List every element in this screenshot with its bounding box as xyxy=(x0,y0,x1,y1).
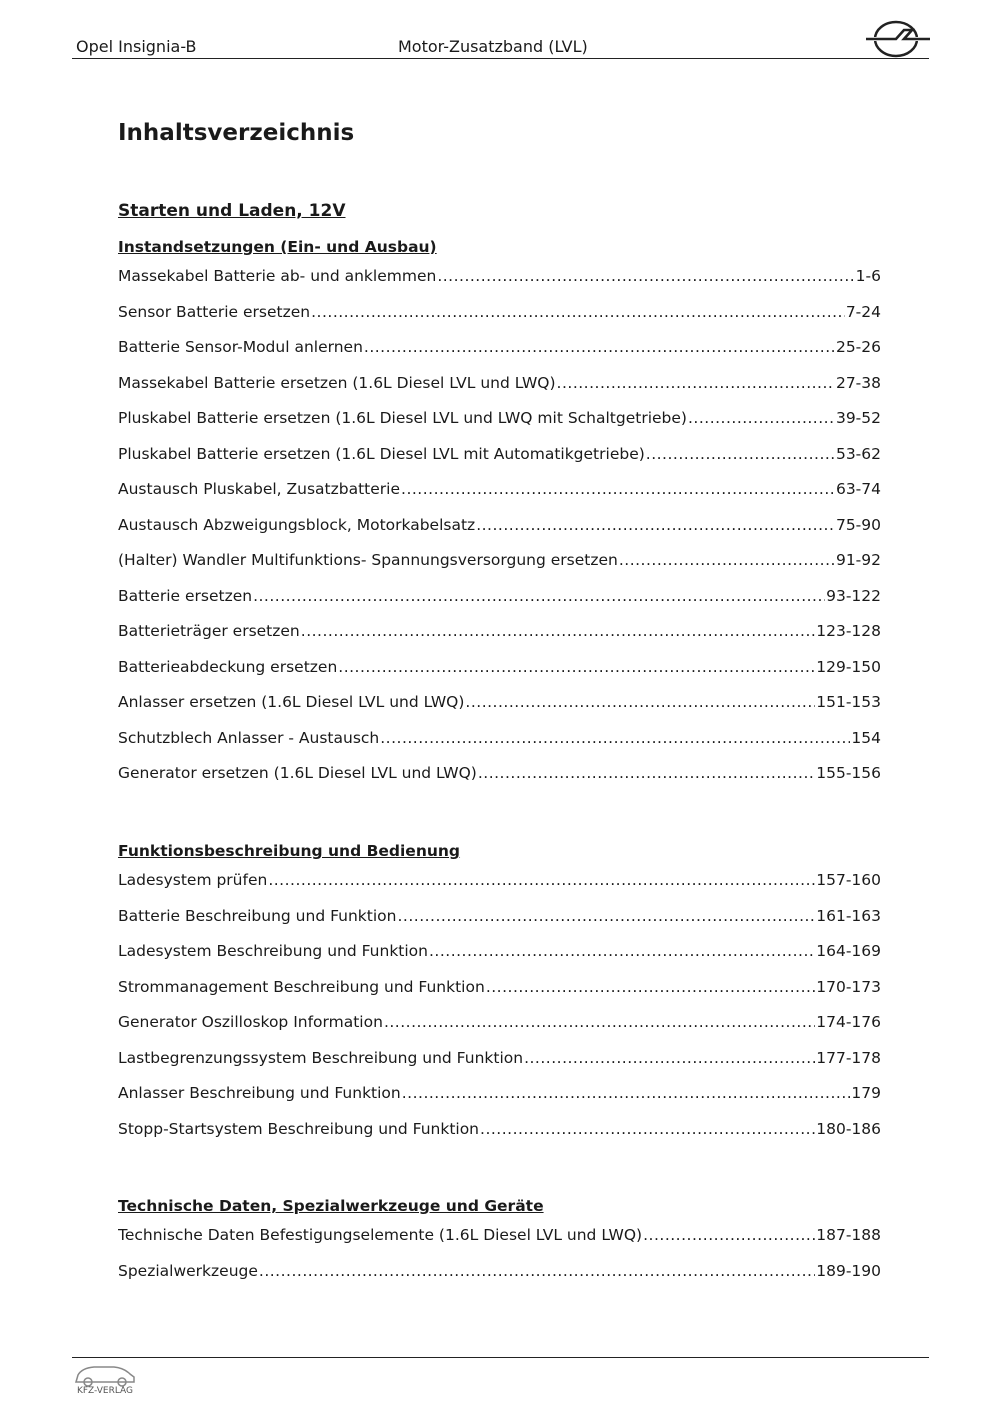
toc-entry[interactable] xyxy=(118,1254,881,1290)
toc-dot-leader xyxy=(364,330,835,366)
toc-entry-pages: 7-24 xyxy=(845,302,881,321)
toc-entry-title: Batterie Beschreibung und Funktion xyxy=(118,906,397,925)
kfz-verlag-logo xyxy=(70,1362,140,1402)
toc-entry-pages: 157-160 xyxy=(816,871,881,889)
toc-dot-leader xyxy=(397,899,815,935)
toc-entry[interactable] xyxy=(118,721,881,757)
toc-section-starten-laden xyxy=(118,199,881,792)
toc-entry-title: Lastbegrenzungssystem Beschreibung und Funktion xyxy=(118,1048,524,1067)
toc-dot-leader xyxy=(301,614,815,650)
toc-entry-pages: 161-163 xyxy=(816,906,881,925)
toc-dot-leader xyxy=(253,579,825,615)
toc-entry-title: Batterie Sensor-Modul anlernen xyxy=(118,338,363,356)
toc-entry-pages: 151-153 xyxy=(816,693,881,711)
toc-entry-pages: 123-128 xyxy=(816,622,881,640)
toc-entry-title: Generator ersetzen (1.6L Diesel LVL und LWQ) xyxy=(118,764,477,782)
toc-list xyxy=(118,863,881,1147)
toc-dot-leader xyxy=(486,970,815,1006)
toc-dot-leader xyxy=(646,437,835,473)
toc-entry[interactable] xyxy=(118,614,881,650)
toc-entry[interactable] xyxy=(118,295,881,331)
toc-entry-pages: 91-92 xyxy=(835,551,881,569)
toc-entry[interactable] xyxy=(118,508,881,544)
toc-entry-title: Austausch Abzweigungsblock, Motorkabelsatz xyxy=(118,515,476,534)
subsection-heading: Technische Daten, Spezialwerkzeuge und Geräte xyxy=(118,1197,544,1215)
footer-logo-text: KFZ-VERLAG xyxy=(76,1386,134,1396)
toc-dot-leader xyxy=(338,650,815,686)
toc-entry[interactable] xyxy=(118,1076,881,1112)
toc-entry-pages: 177-178 xyxy=(816,1048,881,1067)
toc-list xyxy=(118,1218,881,1289)
toc-entry-title: Schutzblech Anlasser - Austausch xyxy=(118,728,380,747)
toc-entry-title: Batterieabdeckung ersetzen xyxy=(118,657,338,676)
toc-entry-pages: 39-52 xyxy=(835,409,881,427)
toc-entry-pages: 187-188 xyxy=(816,1226,881,1244)
toc-entry[interactable] xyxy=(118,970,881,1006)
header-model: Opel Insignia-B xyxy=(76,37,197,56)
page-title: Inhaltsverzeichnis xyxy=(118,120,355,146)
toc-entry-title: Anlasser ersetzen (1.6L Diesel LVL und LWQ) xyxy=(118,693,465,711)
toc-dot-leader xyxy=(480,1112,815,1148)
toc-entry[interactable] xyxy=(118,1041,881,1077)
header-manual-title: Motor-Zusatzband (LVL) xyxy=(398,37,588,56)
toc-dot-leader xyxy=(437,259,854,295)
toc-dot-leader xyxy=(268,863,815,899)
toc-entry[interactable] xyxy=(118,366,881,402)
toc-entry-title: Austausch Pluskabel, Zusatzbatterie xyxy=(118,480,401,498)
toc-entry-pages: 189-190 xyxy=(816,1261,881,1280)
toc-entry[interactable] xyxy=(118,579,881,615)
toc-entry-pages: 170-173 xyxy=(816,977,881,996)
toc-entry[interactable] xyxy=(118,899,881,935)
page-header xyxy=(72,36,929,59)
toc-dot-leader xyxy=(688,401,835,437)
toc-entry-title: Ladesystem prüfen xyxy=(118,871,268,889)
toc-dot-leader xyxy=(465,685,815,721)
subsection-heading: Funktionsbeschreibung und Bedienung xyxy=(118,842,461,860)
toc-dot-leader xyxy=(476,508,835,544)
toc-entry[interactable] xyxy=(118,437,881,473)
toc-dot-leader xyxy=(401,472,835,508)
toc-entry-pages: 93-122 xyxy=(826,586,881,605)
toc-entry-title: Strommanagement Beschreibung und Funktion xyxy=(118,977,485,996)
toc-entry-pages: 155-156 xyxy=(816,764,881,782)
toc-entry[interactable] xyxy=(118,934,881,970)
toc-entry-title: Ladesystem Beschreibung und Funktion xyxy=(118,942,428,960)
toc-entry-title: Batterie ersetzen xyxy=(118,586,253,605)
toc-entry-title: Batterieträger ersetzen xyxy=(118,622,300,640)
toc-entry-title: Sensor Batterie ersetzen xyxy=(118,302,311,321)
toc-entry-pages: 75-90 xyxy=(835,515,881,534)
toc-dot-leader xyxy=(478,756,815,792)
section-heading: Starten und Laden, 12V xyxy=(118,201,346,221)
toc-entry-title: Massekabel Batterie ab- und anklemmen xyxy=(118,267,437,285)
toc-entry[interactable] xyxy=(118,330,881,366)
toc-entry[interactable] xyxy=(118,863,881,899)
kfz-verlag-car-logo-icon xyxy=(70,1362,140,1388)
toc-entry-pages: 154 xyxy=(851,728,881,747)
toc-entry-title: Massekabel Batterie ersetzen (1.6L Diesel LVL und LWQ) xyxy=(118,373,556,392)
toc-entry[interactable] xyxy=(118,259,881,295)
toc-entry[interactable] xyxy=(118,756,881,792)
toc-entry[interactable] xyxy=(118,1112,881,1148)
toc-entry-title: Pluskabel Batterie ersetzen (1.6L Diesel LVL und LWQ mit Schaltgetriebe) xyxy=(118,409,687,427)
toc-entry[interactable] xyxy=(118,401,881,437)
toc-entry-title: (Halter) Wandler Multifunktions- Spannungsversorgung ersetzen xyxy=(118,551,618,569)
toc-entry-pages: 180-186 xyxy=(816,1119,881,1138)
toc-section-technische-daten xyxy=(118,1195,881,1289)
toc-dot-leader xyxy=(429,934,815,970)
toc-list xyxy=(118,259,881,792)
subsection-heading: Instandsetzungen (Ein- und Ausbau) xyxy=(118,238,437,256)
toc-entry-title: Spezialwerkzeuge xyxy=(118,1261,258,1280)
toc-entry-pages: 179 xyxy=(851,1084,881,1102)
toc-entry-title: Anlasser Beschreibung und Funktion xyxy=(118,1084,401,1102)
toc-entry[interactable] xyxy=(118,650,881,686)
toc-entry-title: Generator Oszilloskop Information xyxy=(118,1013,383,1031)
toc-entry[interactable] xyxy=(118,1218,881,1254)
toc-entry-pages: 1-6 xyxy=(855,267,881,285)
opel-logo-icon xyxy=(866,18,930,60)
toc-entry-pages: 174-176 xyxy=(816,1013,881,1031)
toc-dot-leader xyxy=(619,543,835,579)
toc-dot-leader xyxy=(384,1005,815,1041)
toc-dot-leader xyxy=(524,1041,815,1077)
toc-entry-title: Stopp-Startsystem Beschreibung und Funktion xyxy=(118,1119,480,1138)
toc-dot-leader xyxy=(380,721,850,757)
toc-dot-leader xyxy=(259,1254,815,1290)
toc-entry-pages: 63-74 xyxy=(835,480,881,498)
toc-entry[interactable] xyxy=(118,685,881,721)
toc-dot-leader xyxy=(402,1076,851,1112)
toc-entry-pages: 27-38 xyxy=(835,373,881,392)
toc-entry-pages: 129-150 xyxy=(816,657,881,676)
toc-dot-leader xyxy=(311,295,845,331)
toc-entry-title: Pluskabel Batterie ersetzen (1.6L Diesel LVL mit Automatikgetriebe) xyxy=(118,444,645,463)
toc-section-funktionsbeschreibung xyxy=(118,840,881,1147)
toc-entry[interactable] xyxy=(118,543,881,579)
toc-dot-leader xyxy=(557,366,835,402)
toc-dot-leader xyxy=(643,1218,815,1254)
toc-entry-pages: 25-26 xyxy=(835,338,881,356)
toc-entry-pages: 53-62 xyxy=(835,444,881,463)
toc-entry-pages: 164-169 xyxy=(816,942,881,960)
toc-entry[interactable] xyxy=(118,1005,881,1041)
footer-divider xyxy=(72,1357,929,1358)
toc-entry[interactable] xyxy=(118,472,881,508)
toc-entry-title: Technische Daten Befestigungselemente (1.6L Diesel LVL und LWQ) xyxy=(118,1226,643,1244)
